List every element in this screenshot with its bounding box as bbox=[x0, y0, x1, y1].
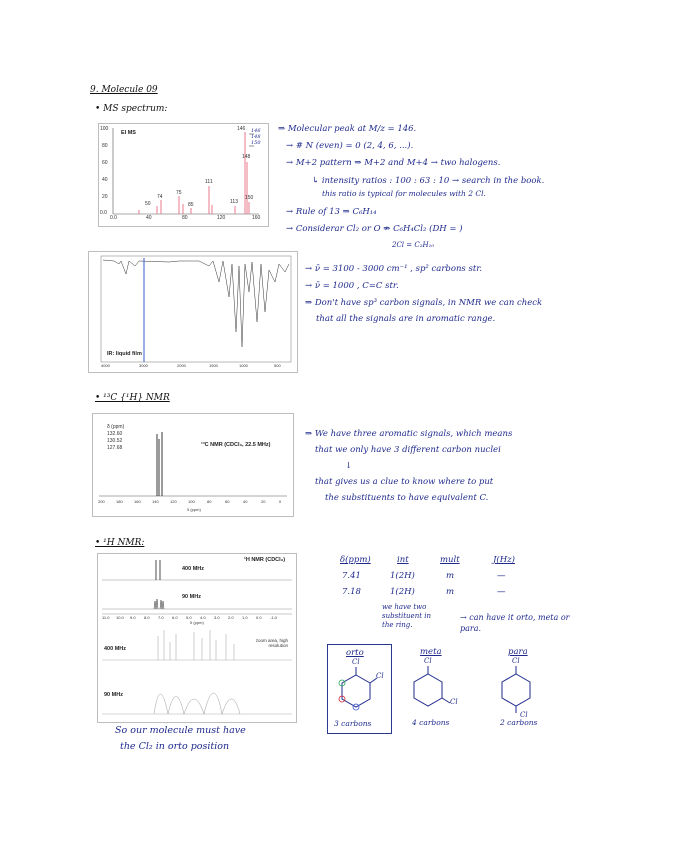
h1-table-header-shift: δ(ppm) bbox=[340, 555, 371, 565]
ms-note-1: ⇒ Molecular peak at M/z = 146. bbox=[278, 124, 417, 134]
h1-xtick-2: 2.0 bbox=[228, 615, 234, 620]
ir-xtick-500: 500 bbox=[274, 363, 281, 368]
ms-xtick-120: 120 bbox=[217, 215, 226, 221]
h1-xtick-11: 11.0 bbox=[102, 615, 110, 620]
c13-note-4: that gives us a clue to know where to put bbox=[315, 477, 494, 487]
h1-xtick-6: 6.0 bbox=[172, 615, 178, 620]
c13-xtick-60: 60 bbox=[225, 499, 230, 504]
orto-label: orto bbox=[346, 648, 364, 658]
meta-cl-2: Cl bbox=[450, 698, 458, 706]
h1-table-header-mult: mult bbox=[440, 555, 460, 565]
ir-xtick-1000: 1000 bbox=[239, 363, 248, 368]
ms-note-7: → Considerar Cl₂ or O ⇏ C₆H₄Cl₂ (DH = ) bbox=[286, 224, 463, 234]
c13-heading: • ¹³C {¹H} NMR bbox=[95, 393, 170, 403]
ms-spectrum-panel bbox=[98, 123, 269, 227]
para-carbons: 2 carbons bbox=[500, 718, 538, 727]
h1-heading: • ¹H NMR: bbox=[95, 538, 145, 548]
c13-note-2: that we only have 3 different carbon nuclei bbox=[315, 445, 501, 455]
h1-xtick-3: 3.0 bbox=[214, 615, 220, 620]
c13-xtick-100: 100 bbox=[188, 499, 195, 504]
c13-spectrum-label: ¹³C NMR (CDCl₃, 22.5 MHz) bbox=[201, 442, 271, 448]
h1-spectrum-panel bbox=[97, 553, 297, 723]
c13-spectrum-panel bbox=[92, 413, 294, 517]
para-cl-1: Cl bbox=[512, 657, 520, 665]
c13-shift-2: 130.52 bbox=[107, 438, 123, 444]
ir-xtick-2000: 2000 bbox=[177, 363, 186, 368]
ms-peak-label-74: 74 bbox=[157, 194, 163, 200]
ms-note-8: 2Cl = C₂H₁₀ bbox=[392, 241, 435, 249]
para-label: para bbox=[508, 647, 528, 657]
orto-carbons: 3 carbons bbox=[334, 719, 372, 728]
conclusion-line-1: So our molecule must have bbox=[115, 725, 246, 736]
h1-row2-shift: 7.18 bbox=[342, 587, 361, 597]
ms-note-5: this ratio is typical for molecules with 2 Cl. bbox=[322, 189, 486, 198]
c13-xtick-20: 20 bbox=[261, 499, 266, 504]
ms-xtick-160: 160 bbox=[252, 215, 261, 221]
ms-note-3: → M+2 pattern ⇒ M+2 and M+4 → two halogens. bbox=[286, 158, 501, 168]
ir-xtick-1500: 1500 bbox=[209, 363, 218, 368]
orto-cl-2: Cl bbox=[376, 672, 384, 680]
ms-peak-label-148: 148 bbox=[242, 154, 251, 160]
h1-freq-400-top: 400 MHz bbox=[182, 566, 205, 572]
ms-peak-label-113: 113 bbox=[230, 199, 238, 205]
c13-shift-header: δ (ppm) bbox=[107, 424, 125, 430]
h1-freq-400-zoom: 400 MHz bbox=[104, 646, 127, 652]
ir-spectrum-panel bbox=[88, 251, 298, 373]
h1-table-note: we have two substituent in the ring. bbox=[382, 603, 431, 629]
c13-xtick-140: 140 bbox=[152, 499, 159, 504]
ms-ytick-100: 100 bbox=[100, 126, 109, 132]
ms-peak-label-111: 111 bbox=[205, 179, 213, 185]
h1-xtick-1: 1.0 bbox=[242, 615, 248, 620]
h1-xtick-neg1: -1.0 bbox=[270, 615, 277, 620]
h1-xtick-7: 7.0 bbox=[158, 615, 164, 620]
h1-xtick-10: 10.0 bbox=[116, 615, 124, 620]
orto-isomer-box bbox=[327, 644, 392, 734]
c13-xtick-40: 40 bbox=[243, 499, 248, 504]
conclusion-line-2: the Cl₂ in orto position bbox=[120, 741, 230, 752]
c13-xtick-160: 160 bbox=[134, 499, 141, 504]
para-isomer bbox=[490, 644, 560, 732]
ms-peak-label-50: 50 bbox=[145, 201, 151, 207]
meta-isomer bbox=[402, 644, 472, 732]
h1-freq-90-top: 90 MHz bbox=[182, 594, 201, 600]
meta-carbons: 4 carbons bbox=[412, 718, 450, 727]
ir-note-2: → ν̄ = 1000 , C=C str. bbox=[305, 281, 399, 291]
ms-ytick-60: 60 bbox=[102, 160, 108, 166]
ir-spectrum-label: IR: liquid film bbox=[107, 351, 142, 357]
h1-row1-mult: m bbox=[446, 571, 455, 581]
ms-xtick-80: 80 bbox=[182, 215, 188, 221]
h1-xtick-0: 0.0 bbox=[256, 615, 262, 620]
h1-row1-int: 1(2H) bbox=[390, 571, 415, 581]
c13-xlabel: δ (ppm) bbox=[187, 507, 201, 512]
h1-spectrum-label: ¹H NMR (CDCl₃) bbox=[244, 557, 286, 563]
c13-shift-1: 132.60 bbox=[107, 431, 123, 437]
c13-shift-3: 127.68 bbox=[107, 445, 123, 451]
ir-xtick-3000: 3000 bbox=[139, 363, 148, 368]
ms-peak-label-150: 150 bbox=[245, 195, 254, 201]
h1-table-arrow-note: → can have it orto, meta or para. bbox=[460, 613, 570, 633]
c13-xtick-80: 80 bbox=[207, 499, 212, 504]
ms-spectrum-label: EI MS bbox=[121, 130, 136, 136]
ms-ytick-0: 0.0 bbox=[100, 210, 107, 216]
orto-cl-1: Cl bbox=[352, 658, 360, 666]
c13-xtick-200: 200 bbox=[98, 499, 105, 504]
ir-note-4: that all the signals are in aromatic range. bbox=[316, 314, 496, 324]
c13-xtick-120: 120 bbox=[170, 499, 177, 504]
h1-row2-j: — bbox=[497, 587, 506, 597]
ms-corner-note: 146 148 150 bbox=[251, 128, 261, 146]
ms-peak-label-75: 75 bbox=[176, 190, 182, 196]
h1-xtick-5: 5.0 bbox=[186, 615, 192, 620]
ms-ytick-20: 20 bbox=[102, 194, 108, 200]
meta-label: meta bbox=[420, 647, 442, 657]
ms-xtick-40: 40 bbox=[146, 215, 152, 221]
ir-note-3: ⇒ Don't have sp³ carbon signals, in NMR we can check bbox=[305, 298, 543, 308]
h1-row1-j: — bbox=[497, 571, 506, 581]
h1-freq-90-zoom: 90 MHz bbox=[104, 692, 123, 698]
c13-note-3: ↓ bbox=[345, 461, 353, 471]
ir-xtick-4000: 4000 bbox=[101, 363, 110, 368]
orto-benzene-icon bbox=[328, 657, 391, 727]
h1-table-header-j: J(Hz) bbox=[493, 555, 515, 565]
h1-table-header-int: int bbox=[397, 555, 409, 565]
ms-note-4: ↳ intensity ratios : 100 : 63 : 10 → search in the book. bbox=[312, 176, 545, 186]
h1-xtick-8: 8.0 bbox=[144, 615, 150, 620]
h1-xtick-4: 4.0 bbox=[200, 615, 206, 620]
ms-note-2: → # N (even) = 0 (2, 4, 6, ...). bbox=[286, 141, 414, 151]
ms-ytick-80: 80 bbox=[102, 143, 108, 149]
ms-note-6: → Rule of 13 ⇒ C₆H₁₄ bbox=[286, 207, 377, 217]
h1-row1-shift: 7.41 bbox=[342, 571, 361, 581]
ms-peak-label-146: 146 bbox=[237, 126, 246, 132]
c13-xtick-180: 180 bbox=[116, 499, 123, 504]
para-cl-2: Cl bbox=[520, 711, 528, 719]
c13-note-5: the substituents to have equivalent C. bbox=[325, 493, 489, 503]
ms-heading: • MS spectrum: bbox=[95, 104, 168, 114]
c13-note-1: ⇒ We have three aromatic signals, which means bbox=[305, 429, 513, 439]
h1-row2-int: 1(2H) bbox=[390, 587, 415, 597]
ms-xtick-0: 0.0 bbox=[110, 215, 117, 221]
h1-xtick-9: 9.0 bbox=[130, 615, 136, 620]
h1-zoom-note: zoom area, high resolution bbox=[255, 638, 288, 648]
ir-note-1: → ν̄ = 3100 - 3000 cm⁻¹ , sp² carbons str. bbox=[305, 264, 483, 274]
meta-cl-1: Cl bbox=[424, 657, 432, 665]
c13-xtick-0: 0 bbox=[279, 499, 282, 504]
meta-benzene-icon bbox=[402, 656, 472, 726]
ms-ytick-40: 40 bbox=[102, 177, 108, 183]
h1-xlabel: δ (ppm) bbox=[190, 620, 204, 625]
page-title: 9. Molecule 09 bbox=[90, 85, 158, 95]
ms-peak-label-85: 85 bbox=[188, 202, 194, 208]
ms-spectrum-plot bbox=[99, 124, 268, 226]
h1-row2-mult: m bbox=[446, 587, 455, 597]
